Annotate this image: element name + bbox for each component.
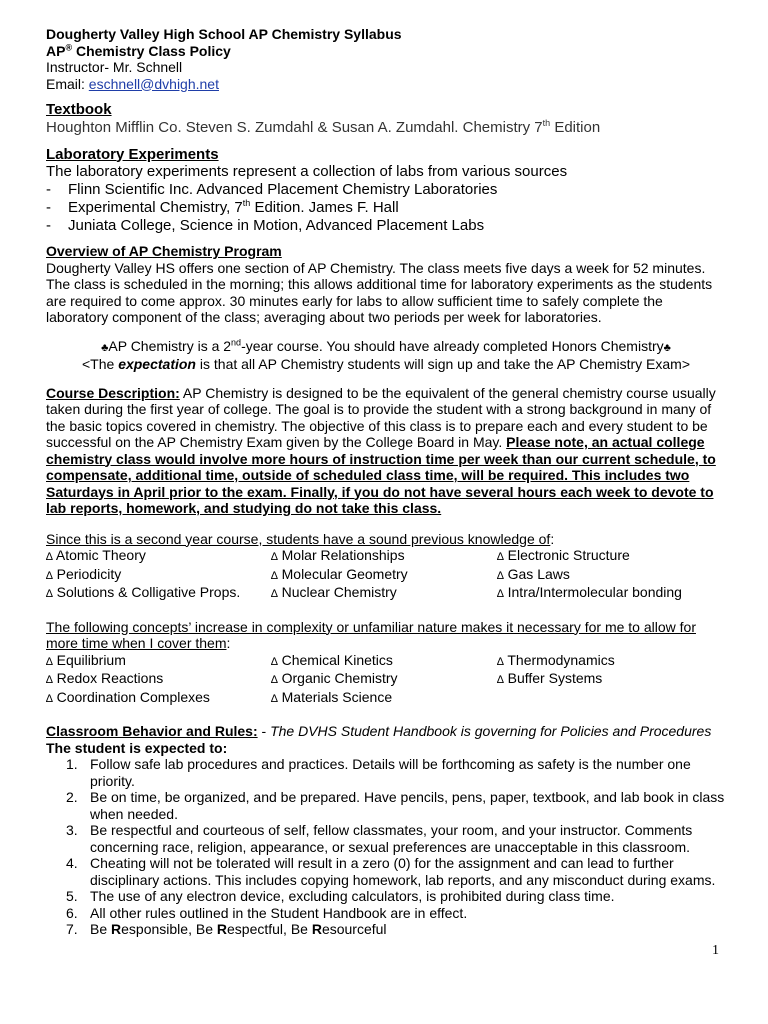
topic: Periodicity xyxy=(56,565,122,582)
registered-mark: ® xyxy=(65,41,73,52)
rule-text: Be respectful and courteous of self, fellow classmates, your room, and your instructor. Comments concerning race, religion, appearance, or sexual preferences are unacceptable in this classroom. xyxy=(90,822,693,855)
rule-letter: R xyxy=(311,921,322,937)
rule-text: The use of any electron device, excluding calculators, is prohibited during class time. xyxy=(90,888,615,904)
email-label: Email: xyxy=(46,75,89,92)
triangle-icon: ∆ xyxy=(497,569,504,582)
lab-list xyxy=(46,181,726,235)
left-angle-icon: < xyxy=(81,356,91,372)
topic: Nuclear Chemistry xyxy=(281,584,397,600)
triangle-icon: ∆ xyxy=(46,692,53,705)
list-item xyxy=(46,756,726,789)
list-item xyxy=(46,584,271,603)
triangle-icon: ∆ xyxy=(46,655,53,668)
rules-heading: Classroom Behavior and Rules: xyxy=(46,723,258,739)
complex-intro xyxy=(46,619,726,652)
rule-word: Be xyxy=(90,921,112,937)
list-item xyxy=(46,905,726,922)
list-item xyxy=(271,670,497,689)
rule-text: Cheating will not be tolerated will result in a zero (0) for the assignment and can lead to further disciplinary actions. This includes copying homework, lab reports, and any misconduct during exams. xyxy=(90,855,716,888)
dash: - xyxy=(46,199,51,216)
notice-sup: nd xyxy=(231,336,242,347)
lab-item-text: Flinn Scientific Inc. Advanced Placement Chemistry Laboratories xyxy=(68,181,498,198)
rule-word: espectful, Be xyxy=(227,921,312,937)
list-item xyxy=(271,566,497,585)
topic: Gas Laws xyxy=(507,565,570,582)
triangle-icon: ∆ xyxy=(497,551,504,563)
email-line xyxy=(46,76,726,93)
topic: Equilibrium xyxy=(56,651,126,668)
triangle-icon: ∆ xyxy=(497,588,504,600)
list-item xyxy=(46,888,726,905)
list-item xyxy=(46,566,271,585)
notice-text-end: -year course. You should have already completed Honors Chemistry xyxy=(241,337,664,354)
triangle-icon: ∆ xyxy=(46,569,53,582)
notice-text: The xyxy=(90,356,119,372)
rule-number: 1. xyxy=(66,756,78,772)
prior-intro xyxy=(46,531,726,548)
rule-number: 7. xyxy=(66,921,78,937)
topic: Buffer Systems xyxy=(507,670,603,686)
notice-text-end: is that all AP Chemistry students will sign up and take the AP Chemistry Exam xyxy=(196,356,682,372)
lab-intro: The laboratory experiments represent a collection of labs from various sources xyxy=(46,163,568,180)
triangle-icon: ∆ xyxy=(271,588,278,600)
list-item xyxy=(46,547,271,566)
course-heading: Course Description: xyxy=(46,384,180,401)
triangle-icon: ∆ xyxy=(271,551,278,563)
colon: : xyxy=(550,530,555,547)
header-subtitle xyxy=(46,43,726,60)
dash: - xyxy=(46,217,51,234)
textbook-text xyxy=(46,119,726,137)
notice-line-1 xyxy=(46,338,726,357)
rule-letter: R xyxy=(111,921,122,937)
topic: Coordination Complexes xyxy=(56,688,210,705)
topic: Redox Reactions xyxy=(56,670,164,686)
lab-item-text-end: Edition. James F. Hall xyxy=(250,199,399,216)
list-item xyxy=(497,670,726,689)
notice-text: AP Chemistry is a 2 xyxy=(108,337,232,354)
lab-item-sup: th xyxy=(242,198,251,208)
triangle-icon: ∆ xyxy=(497,674,504,686)
triangle-icon: ∆ xyxy=(271,569,278,582)
topic: Atomic Theory xyxy=(55,547,146,563)
list-item xyxy=(271,652,497,671)
list-item xyxy=(497,584,726,603)
rule-number: 6. xyxy=(66,904,78,921)
list-item xyxy=(46,855,726,888)
rule-text: Be on time, be organized, and be prepared. Have pencils, pens, paper, textbook, and lab book in class when needed. xyxy=(90,789,725,822)
instructor: Instructor- Mr. Schnell xyxy=(46,59,183,75)
list-item xyxy=(497,652,726,671)
rule-number: 2. xyxy=(66,789,78,805)
prior-intro-text: Since this is a second year course, students have a sound previous knowledge of xyxy=(46,530,551,547)
rule-text: Follow safe lab procedures and practices. Details will be forthcoming as safety is the number one priority. xyxy=(90,756,691,789)
list-item xyxy=(46,181,726,199)
triangle-icon: ∆ xyxy=(46,674,53,686)
rule-text: All other rules outlined in the Student Handbook are in effect. xyxy=(90,904,468,921)
topic: Solutions & Colligative Props. xyxy=(56,584,241,600)
textbook-text-end: Edition xyxy=(550,118,601,136)
topic: Electronic Structure xyxy=(507,547,630,563)
lab-item-text: Juniata College, Science in Motion, Advanced Placement Labs xyxy=(68,217,485,234)
club-icon: ♣ xyxy=(101,341,109,354)
list-item xyxy=(46,199,726,217)
overview-text: Dougherty Valley HS offers one section of AP Chemistry. The class meets five days a week for 52 minutes. The class is scheduled in the morning; this allows additional time for laboratory experiments as the students are required to come approx. 30 minutes early for labs to allow sufficient time to safely complete the laboratory component of the class; averaging about two periods per week for laboratories. xyxy=(46,259,713,325)
triangle-icon: ∆ xyxy=(271,655,278,668)
rule-number: 4. xyxy=(66,855,78,871)
expectation-emphasis: expectation xyxy=(118,356,196,372)
expected-heading: The student is expected to: xyxy=(46,739,228,756)
colon: : xyxy=(226,635,231,651)
textbook-text-main: Houghton Mifflin Co. Steven S. Zumdahl & Susan A. Zumdahl. Chemistry 7 xyxy=(46,118,543,136)
rules-separator: - xyxy=(257,723,271,739)
list-item xyxy=(271,689,497,708)
course-text: AP Chemistry is designed to be the equivalent of the general chemistry course usually taken during the first year of college. The goal is to provide the student with a strong background in many of the basic topics covered in chemistry. The objective of this class is to prepare each and every student to be successful on the AP Chemistry Exam given by the College Board in May. xyxy=(46,384,716,450)
topic: Molar Relationships xyxy=(281,547,405,563)
header-title: Dougherty Valley High School AP Chemistry Syllabus xyxy=(46,26,402,42)
topic: Intra/Intermolecular bonding xyxy=(507,584,682,600)
topic: Molecular Geometry xyxy=(281,565,408,582)
lab-item-text: Experimental Chemistry, 7 xyxy=(68,199,243,216)
triangle-icon: ∆ xyxy=(497,655,504,668)
overview-heading: Overview of AP Chemistry Program xyxy=(46,243,282,259)
list-item xyxy=(271,584,497,603)
list-item xyxy=(497,547,726,566)
triangle-icon: ∆ xyxy=(271,674,278,686)
rules-list xyxy=(46,756,726,938)
rules-subtitle: The DVHS Student Handbook is governing for Policies and Procedures xyxy=(270,723,712,739)
list-item xyxy=(46,652,271,671)
rule-text xyxy=(90,921,387,938)
textbook-heading: Textbook xyxy=(46,101,112,118)
list-item xyxy=(46,789,726,822)
complex-topics xyxy=(46,652,726,708)
topic: Chemical Kinetics xyxy=(281,651,393,668)
list-item xyxy=(497,566,726,585)
page-number: 1 xyxy=(712,943,719,958)
rule-word: esourceful xyxy=(321,921,387,937)
topic: Materials Science xyxy=(281,688,393,705)
list-item xyxy=(46,822,726,855)
course-warning: Please note, an actual college chemistry class would involve more hours of instruction time per week than our current schedule, to compensate, additional time, outside of scheduled class time, will be required. This includes two Saturdays in April prior to the exam. Finally, if you do not have several hours each week to devote to lab reports, homework, and studying do not take this class. xyxy=(46,434,716,516)
syllabus-page xyxy=(46,26,726,938)
topic: Thermodynamics xyxy=(507,651,615,668)
rule-number: 3. xyxy=(66,822,78,838)
topic: Organic Chemistry xyxy=(281,670,398,686)
triangle-icon: ∆ xyxy=(271,692,278,705)
list-item xyxy=(46,670,271,689)
right-angle-icon: > xyxy=(681,356,691,372)
class-policy-text: Chemistry Class Policy xyxy=(72,42,231,59)
list-item xyxy=(46,689,271,708)
rules-heading-line xyxy=(46,723,726,740)
club-icon: ♣ xyxy=(663,341,671,354)
complex-intro-text: The following concepts’ increase in complexity or unfamiliar nature makes it necessary for me to allow for more time when I cover them xyxy=(46,618,696,651)
rule-letter: R xyxy=(216,921,227,937)
notice-line-2 xyxy=(46,356,726,373)
dash: - xyxy=(46,181,51,198)
email-link[interactable]: eschnell@dvhigh.net xyxy=(88,75,219,92)
rule-word: esponsible, Be xyxy=(121,921,217,937)
list-item xyxy=(46,217,726,235)
prior-topics xyxy=(46,547,726,603)
list-item xyxy=(271,547,497,566)
course-description xyxy=(46,385,726,517)
lab-heading: Laboratory Experiments xyxy=(46,145,219,163)
textbook-sup: th xyxy=(542,117,551,128)
list-item xyxy=(46,921,726,938)
ap-text: AP xyxy=(46,42,66,59)
triangle-icon: ∆ xyxy=(46,588,53,600)
triangle-icon: ∆ xyxy=(46,551,53,563)
rule-number: 5. xyxy=(66,888,78,904)
